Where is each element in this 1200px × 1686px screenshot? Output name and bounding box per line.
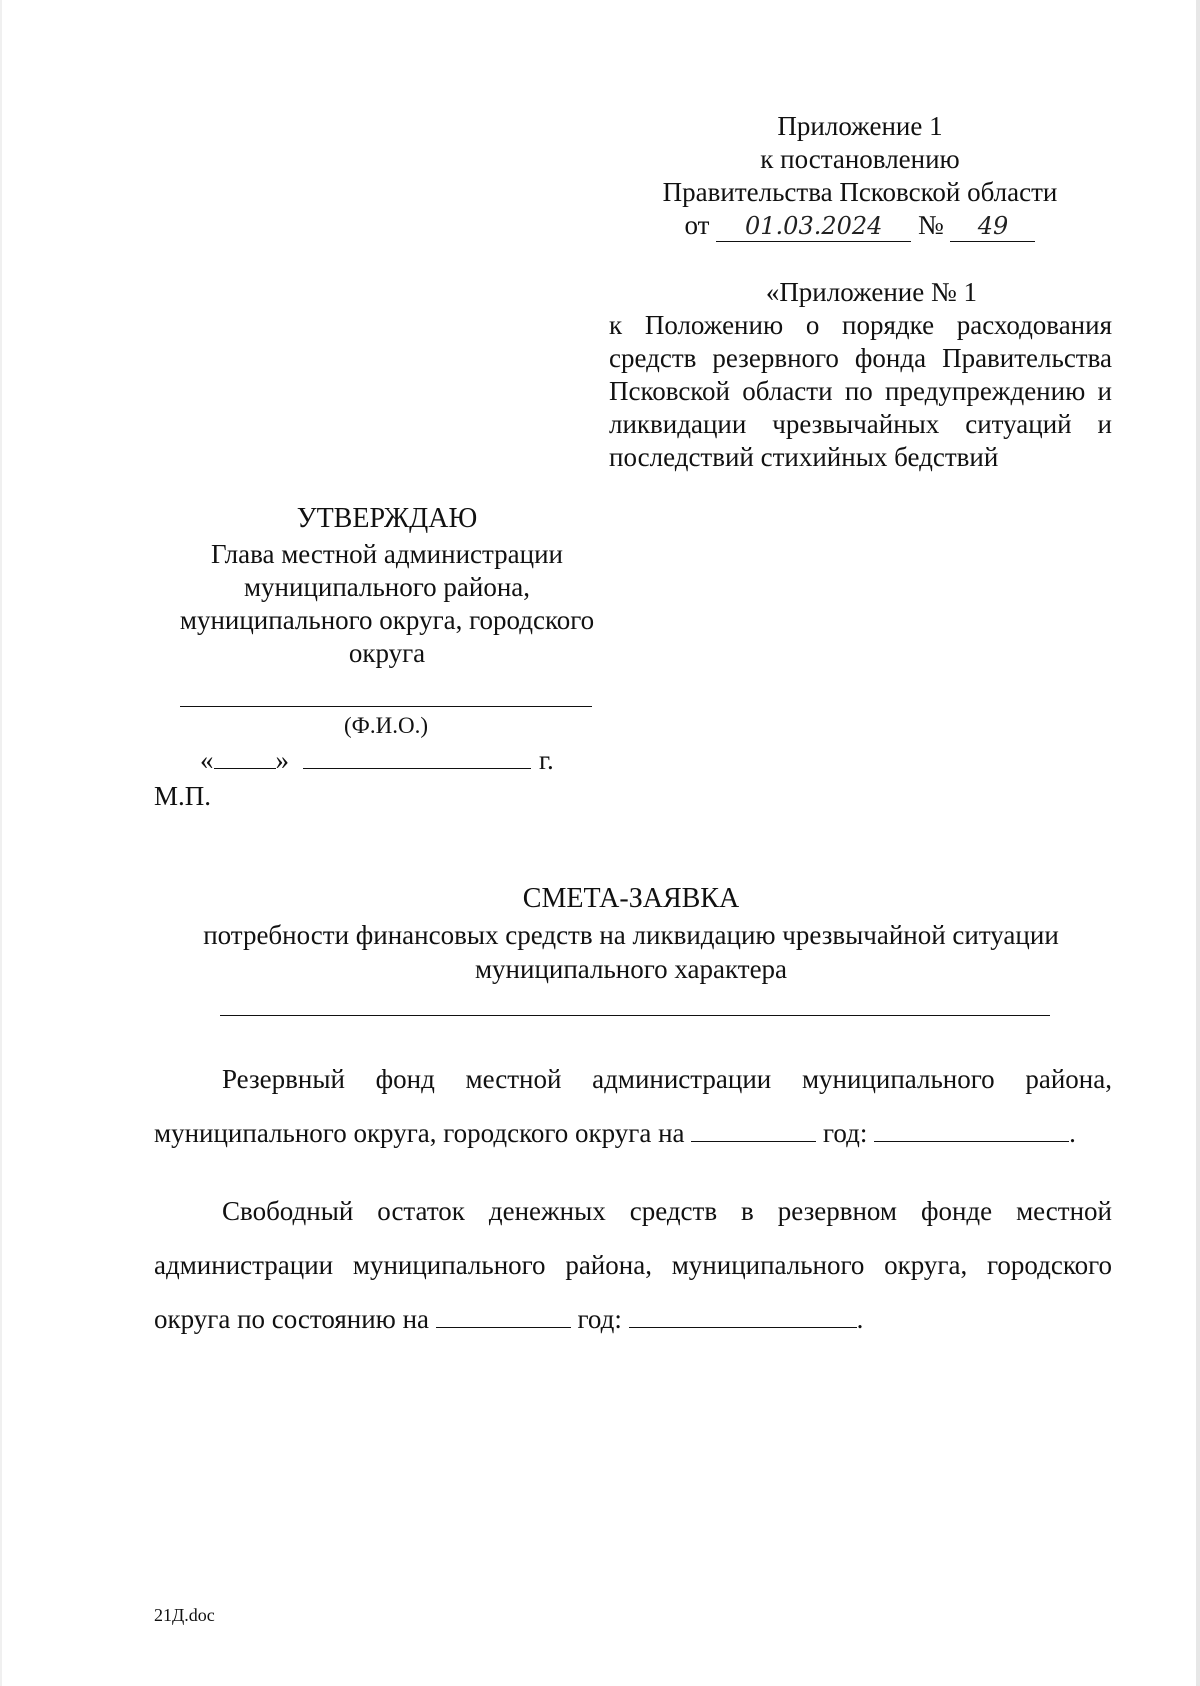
regulation-appendix-title: «Приложение № 1 [765, 277, 977, 307]
stamp-label: М.П. [154, 781, 212, 811]
free-balance-text: Свободный остаток денежных средств в резервном фонде местной администрации муниципального района, муниципального округа, городского округа по состоянию на [154, 1196, 1112, 1334]
number-label: № [917, 210, 944, 240]
reserve-fund-text: Резервный фонд местной администрации муниципального района, муниципального округа, городского округа на [154, 1064, 1112, 1148]
scan-edge-left [0, 0, 2, 1686]
appendix-line-1: Приложение 1 [777, 111, 943, 141]
quote-open: « [200, 745, 214, 775]
smeta-title: СМЕТА-ЗАЯВКА [522, 883, 740, 914]
decree-reference [640, 209, 1080, 242]
regulation-appendix-block [609, 276, 1112, 474]
free-balance-amount-blank [629, 1303, 857, 1328]
appendix-header [640, 110, 1080, 242]
reserve-fund-year-blank [691, 1117, 816, 1142]
approval-date-line [200, 744, 554, 777]
appendix-line-2: к постановлению [760, 144, 960, 174]
smeta-subtitle [150, 918, 1112, 986]
reserve-fund-paragraph [154, 1052, 1112, 1160]
quote-close: » [275, 745, 289, 775]
free-balance-date-blank [436, 1303, 571, 1328]
approval-block [150, 502, 624, 670]
reserve-fund-year-label: год: [823, 1118, 868, 1148]
year-suffix: г. [539, 745, 554, 775]
smeta-underline [220, 1015, 1050, 1016]
approval-line-3: муниципального округа, городского [179, 605, 595, 635]
regulation-appendix-text: к Положению о порядке расходования средств резервного фонда Правительства Псковской области по предупреждению и ликвидации чрезвычайных ситуаций и последствий стихийных бедствий [609, 310, 1112, 472]
approval-line-2: муниципального района, [243, 572, 531, 602]
approval-title: УТВЕРЖДАЮ [296, 503, 478, 534]
reserve-fund-amount-blank [874, 1117, 1069, 1142]
approval-line-1: Глава местной администрации [211, 539, 563, 569]
free-balance-year-label: год: [577, 1304, 622, 1334]
appendix-line-3: Правительства Псковской области [662, 177, 1058, 207]
date-prefix: от [684, 210, 710, 240]
smeta-subtitle-line-1: потребности финансовых средств на ликвидацию чрезвычайной ситуации [203, 920, 1059, 950]
smeta-subtitle-line-2: муниципального характера [474, 954, 788, 984]
free-balance-paragraph [154, 1184, 1112, 1346]
signature-line [180, 706, 592, 707]
footer-filename: 21Д.doc [154, 1605, 215, 1625]
month-blank [303, 746, 531, 769]
day-blank [214, 746, 276, 769]
free-balance-end: . [856, 1304, 864, 1334]
fio-label: (Ф.И.О.) [344, 713, 428, 738]
approval-line-4: округа [348, 638, 426, 668]
reserve-fund-end: . [1069, 1118, 1076, 1148]
handwritten-date: 01.03.2024 [716, 211, 911, 242]
handwritten-number: 49 [950, 211, 1035, 242]
scan-edge-right [1196, 0, 1200, 1686]
